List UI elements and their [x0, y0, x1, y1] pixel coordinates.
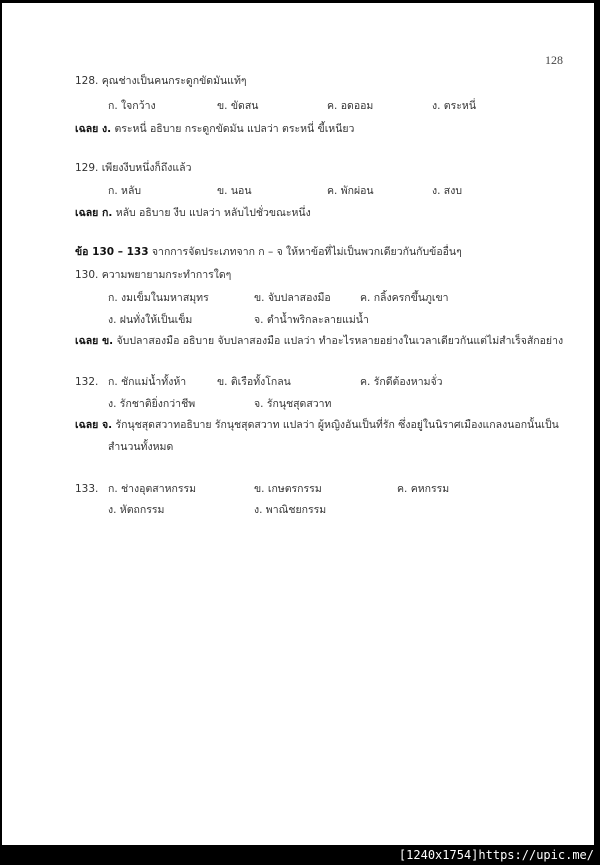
- q128-option-d: ง. ตระหนี่: [432, 100, 476, 112]
- answer-text: ตระหนี่ อธิบาย กระดูกขัดมัน แปลว่า ตระหนี่ ขี้เหนียว: [114, 123, 355, 135]
- q133-option-e: ง. พาณิชยกรรม: [254, 504, 327, 516]
- q129-option-b: ข. นอน: [217, 185, 252, 197]
- section-text: จากการจัดประเภทจาก ก – จ ให้หาข้อที่ไม่เป็นพวกเดียวกันกับข้ออื่นๆ: [151, 246, 462, 258]
- q132-option-d: ง. รักชาติยิ่งกว่าชีพ: [108, 398, 196, 410]
- q129-option-c: ค. พักผ่อน: [327, 185, 374, 197]
- q133-option-c: ค. คหกรรม: [397, 483, 450, 495]
- q133-option-b: ข. เกษตรกรรม: [254, 483, 322, 495]
- answer-label: เฉลย ก.: [75, 207, 113, 219]
- q130-option-c: ค. กลิ้งครกขึ้นภูเขา: [360, 292, 449, 304]
- image-source-footer: [1240x1754]https://upic.me/: [398, 848, 594, 862]
- q130-answer: [75, 334, 563, 348]
- q132-option-e: จ. รักนุชสุดสวาท: [254, 398, 332, 410]
- q132-answer-cont: สำนวนทั้งหมด: [108, 441, 174, 453]
- section-label: ข้อ 130 – 133: [75, 246, 149, 258]
- question-133-number: 133.: [75, 483, 99, 495]
- q130-option-a: ก. งมเข็มในมหาสมุทร: [108, 292, 209, 304]
- q128-option-a: ก. ใจกว้าง: [108, 100, 156, 112]
- question-128: 128. คุณช่างเป็นคนกระดูกขัดมันแท้ๆ: [75, 75, 247, 87]
- answer-text: หลับ อธิบาย งีบ แปลว่า หลับไปชั่วขณะหนึ่ง: [115, 207, 311, 219]
- q132-answer: [75, 418, 559, 432]
- q130-option-b: ข. จับปลาสองมือ: [254, 292, 331, 304]
- q129-option-d: ง. สงบ: [432, 185, 463, 197]
- answer-text: รักนุชสุดสวาทอธิบาย รักนุชสุดสวาท แปลว่า ผู้หญิงอันเป็นที่รัก ซึ่งอยู่ในนิราศเมืองแกลงนอกนั้นเป็น: [115, 419, 559, 431]
- page-number: 128: [545, 53, 563, 67]
- q128-answer: [75, 122, 354, 136]
- q132-option-a: ก. ชักแม่น้ำทั้งห้า: [108, 376, 187, 388]
- document-page: [2, 3, 594, 845]
- question-132-number: 132.: [75, 376, 99, 388]
- q130-option-e: จ. ตำน้ำพริกละลายแม่น้ำ: [254, 314, 369, 326]
- q130-option-d: ง. ฝนทั่งให้เป็นเข็ม: [108, 314, 193, 326]
- question-129: 129. เพียงงีบหนึ่งก็ถึงแล้ว: [75, 162, 192, 174]
- q128-option-b: ข. ขัดสน: [217, 100, 259, 112]
- q133-option-a: ก. ช่างอุตสาหกรรม: [108, 483, 197, 495]
- answer-label: เฉลย ง.: [75, 123, 112, 135]
- q129-option-a: ก. หลับ: [108, 185, 142, 197]
- q133-option-d: ง. หัตถกรรม: [108, 504, 165, 516]
- q132-option-c: ค. รักดีต้องหามจั่ว: [360, 376, 443, 388]
- answer-text: จับปลาสองมือ อธิบาย จับปลาสองมือ แปลว่า ทำอะไรหลายอย่างในเวลาเดียวกันแต่ไม่สำเร็จสักอย่าง: [116, 335, 564, 347]
- question-130: 130. ความพยายามกระทำการใดๆ: [75, 269, 232, 281]
- answer-label: เฉลย ข.: [75, 335, 114, 347]
- section-instruction: [75, 245, 462, 259]
- q129-answer: [75, 206, 311, 220]
- q132-option-b: ข. ติเรือทั้งโกลน: [217, 376, 291, 388]
- answer-label: เฉลย จ.: [75, 419, 113, 431]
- q128-option-c: ค. อดออม: [327, 100, 374, 112]
